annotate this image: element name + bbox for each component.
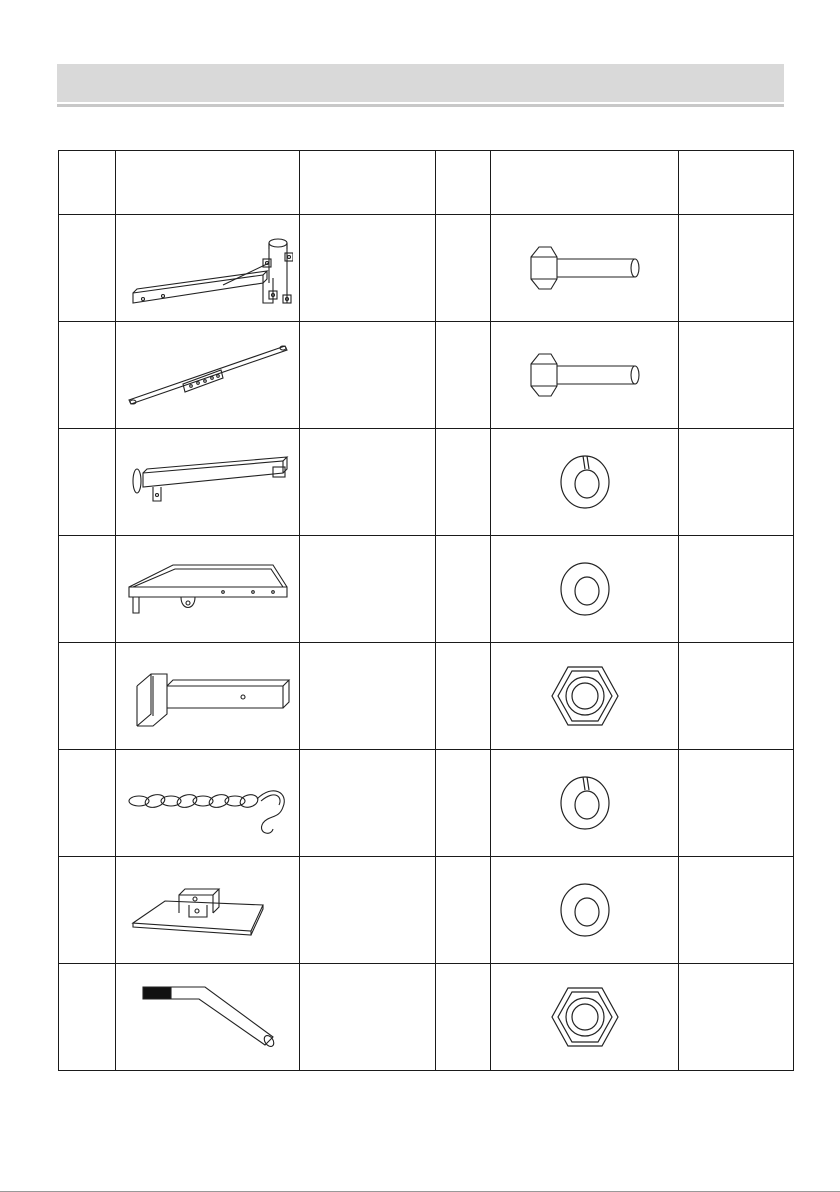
part-image-cell [491,857,679,964]
section-title-bar [57,64,784,102]
cell [679,322,794,429]
cell [59,964,116,1071]
flat-washer-icon [555,880,615,940]
header-cell [679,151,794,215]
cell [300,643,436,750]
header-cell [436,151,491,215]
part-image-cell [116,215,300,322]
cell [300,536,436,643]
cell [679,857,794,964]
part-image-cell [491,536,679,643]
cell [679,643,794,750]
cell [59,857,116,964]
triangle-frame-icon [123,549,293,629]
bent-handle-icon [123,977,293,1057]
part-image-cell [491,322,679,429]
hex-bolt-icon [525,243,645,293]
cell [300,857,436,964]
flat-washer-icon [555,559,615,619]
cell [436,536,491,643]
header-cell [59,151,116,215]
title-divider [57,104,784,107]
hex-lock-nut-icon [550,663,620,729]
cell [300,750,436,857]
table-row [59,215,794,322]
cell [679,536,794,643]
part-image-cell [491,643,679,750]
cell [300,322,436,429]
cell [679,964,794,1071]
cell [59,429,116,536]
flat-bar-brace-icon [123,340,293,410]
cell [679,429,794,536]
part-image-cell [491,429,679,536]
part-image-cell [491,215,679,322]
cell [436,857,491,964]
part-image-cell [116,643,300,750]
table-row [59,429,794,536]
cell [436,643,491,750]
table-row [59,322,794,429]
boom-arm-bracket-icon [123,223,293,313]
parts-list-table [58,150,794,1071]
base-plate-bracket-icon [123,875,293,945]
cell [679,750,794,857]
table-row [59,643,794,750]
chain-with-hook-icon [123,763,293,843]
part-image-cell [116,322,300,429]
part-image-cell [116,429,300,536]
cell [59,643,116,750]
table-header-row [59,151,794,215]
u-channel-extension-icon [123,656,293,736]
table-row [59,536,794,643]
part-image-cell [116,964,300,1071]
cell [436,322,491,429]
split-lock-washer-icon [555,773,615,833]
cell [436,964,491,1071]
header-cell [116,151,300,215]
cell [59,215,116,322]
cell [300,964,436,1071]
cell [300,215,436,322]
table-row [59,964,794,1071]
part-image-cell [491,964,679,1071]
header-cell [491,151,679,215]
part-image-cell [491,750,679,857]
part-image-cell [116,750,300,857]
hex-bolt-icon [525,350,645,400]
split-lock-washer-icon [555,452,615,512]
square-tube-arm-icon [123,447,293,517]
table-row [59,857,794,964]
table-row [59,750,794,857]
cell [436,750,491,857]
cell [300,429,436,536]
cell [59,750,116,857]
cell [59,536,116,643]
header-cell [300,151,436,215]
cell [59,322,116,429]
part-image-cell [116,536,300,643]
part-image-cell [116,857,300,964]
cell [679,215,794,322]
hex-lock-nut-icon [550,984,620,1050]
cell [436,215,491,322]
cell [436,429,491,536]
